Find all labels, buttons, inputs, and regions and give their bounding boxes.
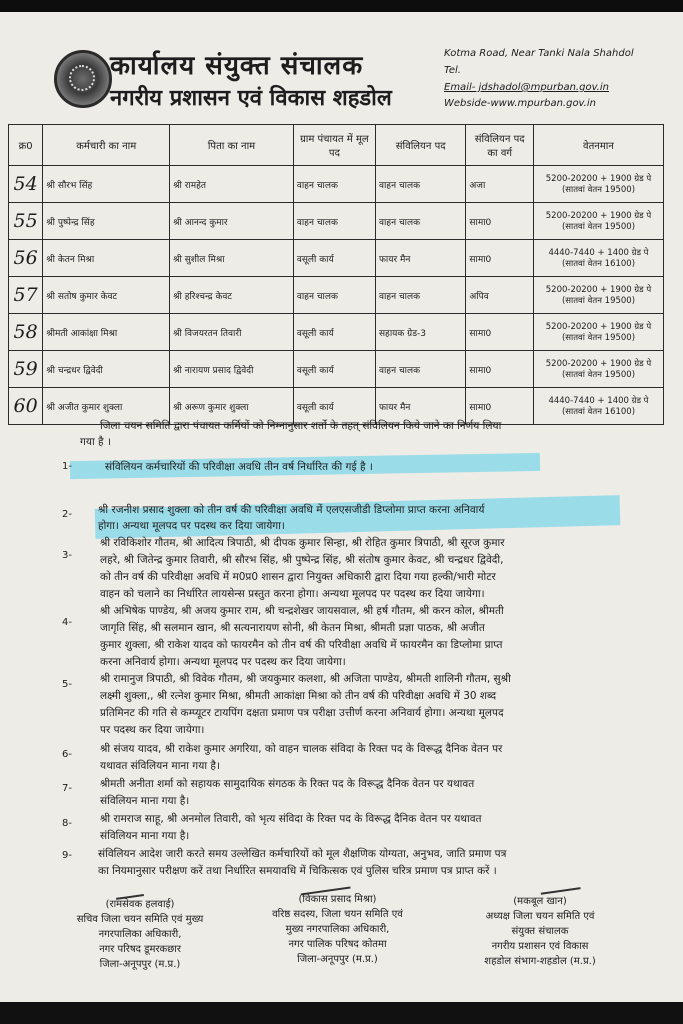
header-father-name: पिता का नाम bbox=[170, 125, 294, 166]
header-merged-post: संविलियन पद bbox=[375, 125, 465, 166]
row-merged-post: वाहन चालक bbox=[375, 351, 465, 388]
row-original-post: वाहन चालक bbox=[293, 166, 375, 203]
office-email: Email- jdshadol@mpurban.gov.in bbox=[444, 82, 609, 93]
row-category: सामा0 bbox=[466, 314, 534, 351]
point-number: 5- bbox=[62, 679, 72, 690]
row-number: 54 bbox=[9, 166, 43, 203]
row-category: अपिव bbox=[466, 277, 534, 314]
row-original-post: वाहन चालक bbox=[293, 203, 375, 240]
row-pay-scale: 4440-7440 + 1400 ग्रेड पे (सातवां वेतन 16100) bbox=[533, 388, 663, 425]
point-text: लक्ष्मी शुक्ला,, श्री रत्नेश कुमार मिश्रा, श्रीमती आकांक्षा मिश्रा को तीन वर्ष की परिवीक्षा अवधि में 30 शब्द bbox=[100, 690, 497, 702]
point-number: 8- bbox=[62, 818, 72, 829]
signatory-designation: सचिव जिला चयन समिति एवं मुख्य bbox=[76, 914, 204, 925]
row-name: श्री अजीत कुमार शुक्ला bbox=[43, 388, 170, 425]
point-number: 9- bbox=[62, 850, 72, 861]
row-number: 58 bbox=[9, 314, 43, 351]
signatory-designation: नगर पालिक परिषद कोतमा bbox=[288, 939, 387, 950]
row-original-post: वाहन चालक bbox=[293, 277, 375, 314]
signatory-designation: नगरपालिका अधिकारी, bbox=[98, 929, 182, 940]
point-text: का नियमानुसार परीक्षण करें तथा निर्धारित समयावधि में चिकित्सक एवं पुलिस चरित्र प्रमाण पत्र प्राप्त करें । bbox=[98, 865, 497, 877]
row-name: श्री सतोष कुमार केवट bbox=[43, 277, 170, 314]
row-number: 56 bbox=[9, 240, 43, 277]
header-original-post: ग्राम पंचायत में मूल पद bbox=[293, 125, 375, 166]
row-pay-scale: 5200-20200 + 1900 ग्रेड पे (सातवां वेतन 19500) bbox=[533, 203, 663, 240]
signatory-designation: जिला-अनूपपुर (म.प्र.) bbox=[99, 959, 181, 970]
point-text: संविलियन आदेश जारी करते समय उल्लेखित कर्मचारियों को मूल शैक्षणिक योग्यता, अनुभव, जाति प्रमाण पत्र bbox=[98, 848, 507, 860]
table-row bbox=[9, 166, 664, 203]
row-name: श्री पुष्पेन्द्र सिंह bbox=[43, 203, 170, 240]
point-text: संविलियन माना गया है। bbox=[100, 830, 190, 842]
point-number: 6- bbox=[62, 749, 72, 760]
row-pay-scale: 4440-7440 + 1400 ग्रेड पे (सातवां वेतन 16100) bbox=[533, 240, 663, 277]
row-name: श्री चन्द्रधर द्विवेदी bbox=[43, 351, 170, 388]
row-number: 57 bbox=[9, 277, 43, 314]
signatory-designation: शहडोल संभाग-शहडोल (म.प्र.) bbox=[484, 956, 596, 967]
bottom-dark-edge bbox=[0, 1002, 683, 1024]
row-category: सामा0 bbox=[466, 203, 534, 240]
header-category: संविलियन पद का वर्ग bbox=[466, 125, 534, 166]
point-text: होगा। अन्यथा मूलपद पर पदस्थ कर दिया जायेगा। bbox=[98, 520, 285, 532]
row-father: श्री हरिश्चन्द्र केवट bbox=[170, 277, 294, 314]
point-text: करना अनिवार्य होगा। अन्यथा मूलपद पर पदस्थ कर दिया जायेगा। bbox=[100, 656, 346, 668]
row-father: श्री अरूण कुमार शुक्ला bbox=[170, 388, 294, 425]
office-title: कार्यालय संयुक्त संचालक bbox=[110, 51, 364, 81]
table-header-row bbox=[9, 125, 664, 166]
office-address: Kotma Road, Near Tanki Nala Shahdol bbox=[444, 48, 634, 59]
row-pay-scale: 5200-20200 + 1900 ग्रेड पे (सातवां वेतन 19500) bbox=[533, 351, 663, 388]
table-row bbox=[9, 240, 664, 277]
row-original-post: वसूली कार्य bbox=[293, 314, 375, 351]
signatory-designation: नगर परिषद डूमरकछार bbox=[99, 944, 181, 955]
signatory-designation: मुख्य नगरपालिका अधिकारी, bbox=[285, 924, 390, 935]
point-text: श्री संजय यादव, श्री राकेश कुमार अगरिया, को वाहन चालक संविदा के रिक्त पद के विरूद्ध दैनिक वेतन पर bbox=[100, 743, 503, 755]
row-category: अजा bbox=[466, 166, 534, 203]
point-number: 1- bbox=[62, 461, 72, 472]
header-pay-scale: वेतनमान bbox=[533, 125, 663, 166]
signatory-designation: संयुक्त संचालक bbox=[511, 926, 569, 937]
header-employee-name: कर्मचारी का नाम bbox=[43, 125, 170, 166]
intro-line: गया है । bbox=[80, 436, 111, 448]
header-serial: क्र0 bbox=[9, 125, 43, 166]
table-row bbox=[9, 314, 664, 351]
row-father: श्री आनन्द कुमार bbox=[170, 203, 294, 240]
employee-table bbox=[8, 124, 664, 425]
government-emblem-icon bbox=[54, 50, 112, 108]
row-number: 59 bbox=[9, 351, 43, 388]
signatory-designation: अध्यक्ष जिला चयन समिति एवं bbox=[485, 911, 595, 922]
point-text: श्री रजनीश प्रसाद शुक्ला को तीन वर्ष की परिवीक्षा अवधि में एलएसजीडी डिप्लोमा प्राप्त करना अनिवार्य bbox=[98, 504, 485, 516]
row-category: सामा0 bbox=[466, 388, 534, 425]
row-pay-scale: 5200-20200 + 1900 ग्रेड पे (सातवां वेतन 19500) bbox=[533, 166, 663, 203]
point-number: 2- bbox=[62, 509, 72, 520]
row-number: 60 bbox=[9, 388, 43, 425]
row-father: श्री सुशील मिश्रा bbox=[170, 240, 294, 277]
row-merged-post: फायर मैन bbox=[375, 240, 465, 277]
table-row bbox=[9, 351, 664, 388]
signatory-designation: नगरीय प्रशासन एवं विकास bbox=[491, 941, 589, 952]
row-original-post: वसूली कार्य bbox=[293, 388, 375, 425]
point-number: 7- bbox=[62, 783, 72, 794]
row-father: श्री नारायण प्रसाद द्विवेदी bbox=[170, 351, 294, 388]
office-website: Webside-www.mpurban.gov.in bbox=[444, 98, 596, 109]
row-father: श्री विजयरतन तिवारी bbox=[170, 314, 294, 351]
point-text: श्रीमती अनीता शर्मा को सहायक सामुदायिक संगठक के रिक्त पद के विरूद्ध दैनिक वेतन पर यथावत bbox=[100, 778, 475, 790]
signatory-senior-member bbox=[240, 892, 435, 967]
document-page bbox=[0, 12, 683, 1002]
row-number: 55 bbox=[9, 203, 43, 240]
point-text: वाहन को चलाने का निर्धारित लायसेन्स प्रस्तुत करना होगा। अन्यथा मूलपद पर पदस्थ कर दिया जायेगा। bbox=[100, 588, 485, 600]
signatory-name: (मकबूल खान) bbox=[513, 896, 567, 907]
row-category: सामा0 bbox=[466, 351, 534, 388]
signatory-designation: जिला-अनूपपुर (म.प्र.) bbox=[297, 954, 378, 965]
point-text: श्री अभिषेक पाण्डेय, श्री अजय कुमार राम, श्री चन्द्रशेखर जायसवाल, श्री हर्ष गौतम, श्री करन कोल, श्रीमती bbox=[100, 605, 504, 617]
point-text: पर पदस्थ कर दिया जायेगा। bbox=[100, 724, 205, 736]
point-number: 3- bbox=[62, 550, 72, 561]
row-name: श्री केतन मिश्रा bbox=[43, 240, 170, 277]
point-text: जागृति सिंह, श्री सलमान खान, श्री सत्यनारायण सोनी, श्री केतन मिश्रा, श्रीमती प्रज्ञा पाठक, श्री अजीत bbox=[100, 622, 485, 634]
point-text: लहरे, श्री जितेन्द्र कुमार तिवारी, श्री सौरभ सिंह, श्री पुष्पेन्द्र सिंह, श्री संतोष कुमार केवट, श्री चन्द्रधर द्विवेदी, bbox=[100, 554, 504, 566]
point-text: प्रतिमिनट की गति से कम्प्यूटर टायपिंग दक्षता प्रमाण पत्र परीक्षा उत्तीर्ण करना अनिवार्य होगा। अन्यथा मूलपद bbox=[100, 707, 504, 719]
point-text: संविलियन कर्मचारियों की परिवीक्षा अवधि तीन वर्ष निर्धारित की गई है । bbox=[105, 461, 373, 473]
point-text: श्री रामराज साहू, श्री अनमोल तिवारी, को भृत्य संविदा के रिक्त पद के विरूद्ध दैनिक वेतन पर यथावत bbox=[100, 813, 482, 825]
row-original-post: वसूली कार्य bbox=[293, 351, 375, 388]
intro-line: जिला चयन समिति द्वारा पंचायत कर्मियों को निम्नानुसार शर्तो के तहत् संविलियन किये जाने का निर्णय लिया bbox=[100, 420, 502, 432]
point-text: कुमार शुक्ला, श्री राकेश यादव को फायरमैन को तीन वर्ष की परिवीक्षा अवधि में फायरमैन का डिप्लोमा प्राप्त bbox=[100, 639, 503, 651]
signatory-designation: वरिष्ठ सदस्य, जिला चयन समिति एवं bbox=[272, 909, 403, 920]
point-text: यथावत संविलियन माना गया है। bbox=[100, 760, 220, 772]
row-category: सामा0 bbox=[466, 240, 534, 277]
point-text: को तीन वर्ष की परिवीक्षा अवधि में म0प्र0 शासन द्वारा नियुक्त अधिकारी द्वारा दिया गया हल्की/भारी मोटर bbox=[100, 571, 496, 583]
office-tel: Tel. bbox=[444, 65, 461, 76]
signatory-name: (रामसेवक हलवाई) bbox=[105, 899, 175, 910]
row-name: श्रीमती आकांक्षा मिश्रा bbox=[43, 314, 170, 351]
signatory-secretary bbox=[40, 897, 240, 972]
table-row bbox=[9, 203, 664, 240]
point-text: श्री रविकिशोर गौतम, श्री आदित्य त्रिपाठी, श्री दीपक कुमार सिन्हा, श्री रोहित कुमार त्रिपाठी, श्री सूरज कुमार bbox=[100, 537, 505, 549]
row-pay-scale: 5200-20200 + 1900 ग्रेड पे (सातवां वेतन 19500) bbox=[533, 314, 663, 351]
row-merged-post: वाहन चालक bbox=[375, 203, 465, 240]
row-name: श्री सौरभ सिंह bbox=[43, 166, 170, 203]
row-original-post: वसूली कार्य bbox=[293, 240, 375, 277]
table-row bbox=[9, 277, 664, 314]
signatory-name: (विकास प्रसाद मिश्रा) bbox=[298, 894, 377, 905]
top-dark-edge bbox=[0, 0, 683, 12]
row-merged-post: फायर मैन bbox=[375, 388, 465, 425]
point-number: 4- bbox=[62, 617, 72, 628]
row-merged-post: वाहन चालक bbox=[375, 277, 465, 314]
row-merged-post: वाहन चालक bbox=[375, 166, 465, 203]
row-merged-post: सहायक ग्रेड-3 bbox=[375, 314, 465, 351]
point-text: संविलियन माना गया है। bbox=[100, 795, 190, 807]
row-father: श्री रामहेत bbox=[170, 166, 294, 203]
office-subtitle: नगरीय प्रशासन एवं विकास शहडोल bbox=[110, 86, 392, 111]
signatory-chairman bbox=[440, 894, 640, 969]
signature-mark bbox=[539, 877, 580, 894]
point-text: श्री रामानुज त्रिपाठी, श्री विवेक गौतम, श्री जयकुमार कलशा, श्री अजिता पाण्डेय, श्रीमती शालिनी गौतम, सुश्री bbox=[100, 673, 511, 685]
row-pay-scale: 5200-20200 + 1900 ग्रेड पे (सातवां वेतन 19500) bbox=[533, 277, 663, 314]
